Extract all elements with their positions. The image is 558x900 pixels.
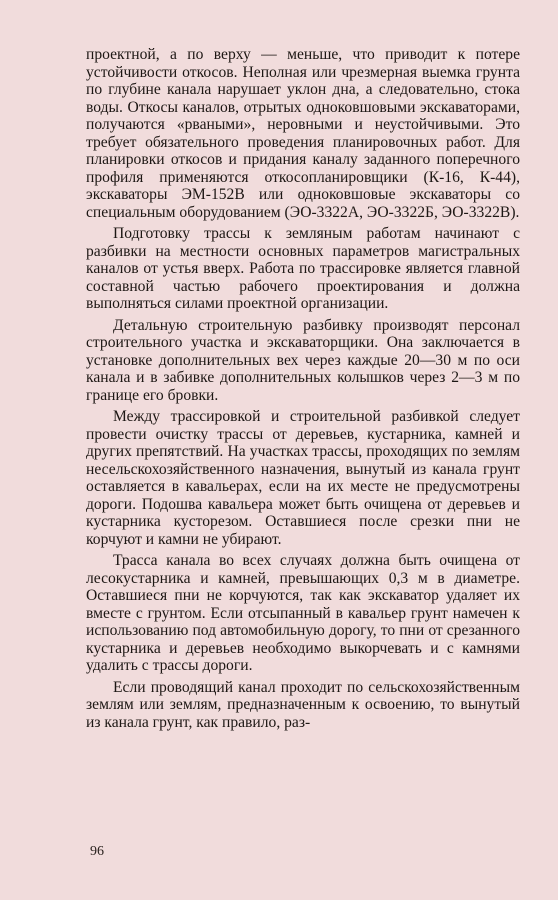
paragraph-4: Между трассировкой и строительной разбивкой следует провести очистку трассы от деревьев, кустарника, камней и других препятствий. На участках трассы, проходящих по землям несельскохозяйственного назначения, вынутый из канала грунт оставляется в кавальерах, если на их месте не предусмотрены дороги. Подошва кавальера может быть очищена от деревьев и кустарника кусторезом. Оставшиеся после срезки пни не корчуют и камни не убирают. xyxy=(86,408,520,548)
paragraph-2: Подготовку трассы к земляным работам начинают с разбивки на местности основных параметров магистральных каналов от устья вверх. Работа по трассировке является главной составной частью рабочего проектирования и должна выполняться силами проектной организации. xyxy=(86,225,520,312)
paragraph-1: проектной, а по верху — меньше, что приводит к потере устойчивости откосов. Неполная или чрезмерная выемка грунта по глубине канала нарушает уклон дна, а следовательно, стока воды. Откосы каналов, отрытых одноковшовыми экскаваторами, получаются «рваными», неровными и неустойчивыми. Это требует обязательного проведения планировочных работ. Для планировки откосов и придания каналу заданного поперечного профиля применяются откосопланировщики (К-16, К-44), экскаваторы ЭМ-152В или одноковшовые экскаваторы со специальным оборудованием (ЭО-3322А, ЭО-3322Б, ЭО-3322В). xyxy=(86,46,520,221)
paragraph-3: Детальную строительную разбивку производят персонал строительного участка и экскаваторщики. Она заключается в установке дополнительных вех через каждые 20—30 м по оси канала и в забивке дополнительных колышков через 2—3 м по границе его бровки. xyxy=(86,316,520,404)
paragraph-5: Трасса канала во всех случаях должна быть очищена от лесокустарника и камней, превышающих 0,3 м в диаметре. Оставшиеся пни не корчуются, так как экскаватор удаляет их вместе с грунтом. Если отсыпанный в кавальер грунт намечен к использованию под автомобильную дорогу, то пни от срезанного кустарника и деревьев необходимо выкорчевать и с камнями удалить с трассы дороги. xyxy=(86,552,520,674)
page-number: 96 xyxy=(90,844,104,859)
paragraph-6: Если проводящий канал проходит по сельскохозяйственным землям или землям, предназначенным к освоению, то вынутый из канала грунт, как правило, раз- xyxy=(86,678,520,731)
body-text xyxy=(86,46,520,731)
